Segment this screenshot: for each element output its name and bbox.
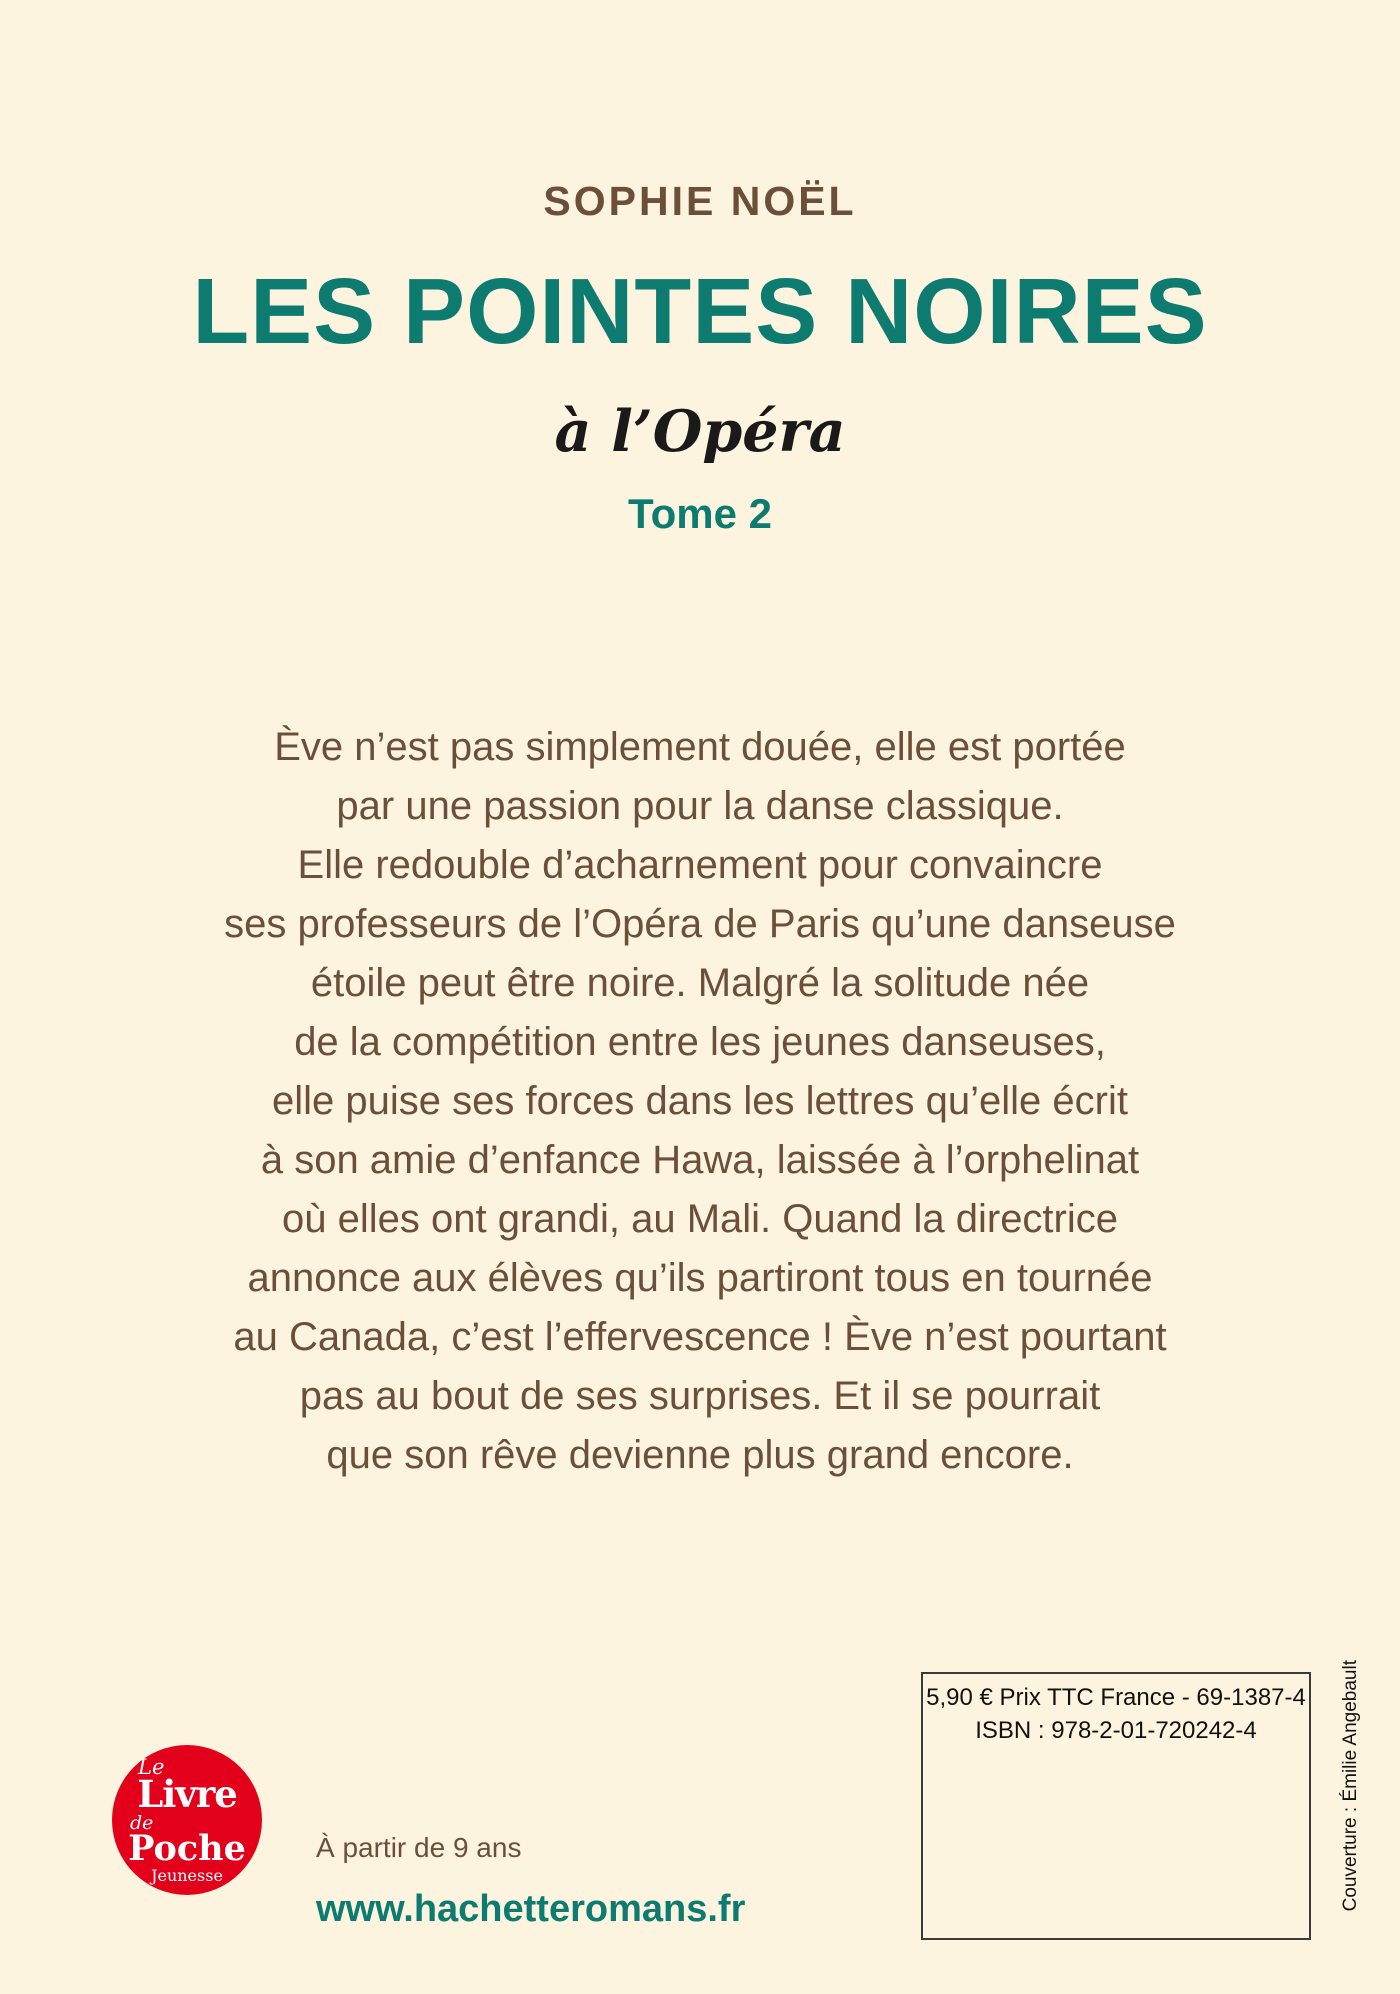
blurb-line: pas au bout de ses surprises. Et il se pourrait [299,1374,1101,1418]
blurb-line: que son rêve devienne plus grand encore. [326,1433,1074,1477]
blurb-line: Ève n’est pas simplement douée, elle est portée [274,725,1126,769]
publisher-logo [112,1745,262,1895]
cover-credit-label: Couverture : Émilie Angebault [1340,1660,1361,1912]
blurb-line: où elles ont grandi, au Mali. Quand la directrice [281,1197,1118,1241]
blurb-line: au Canada, c’est l’effervescence ! Ève n’est pourtant [233,1315,1167,1359]
publisher-logo-line-de: de [130,1811,154,1834]
volume-label: Tome 2 [628,490,772,537]
book-title: LES POINTES NOIRES [192,259,1208,363]
blurb-line: étoile peut être noire. Malgré la solitude née [310,961,1090,1005]
blurb-line: elle puise ses forces dans les lettres qu’elle écrit [272,1079,1128,1123]
barcode-box [921,1672,1311,1940]
blurb-line: annonce aux élèves qu’ils partiront tous en tournée [247,1256,1153,1300]
blurb-text [100,718,1300,1485]
publisher-logo-line-poche: Poche [128,1827,246,1869]
age-range-label: À partir de 9 ans [316,1832,522,1863]
book-subtitle: à l’Opéra [554,398,846,465]
publisher-logo-line-le: Le [138,1754,165,1779]
blurb-line: de la compétition entre les jeunes danseuses, [294,1020,1106,1064]
publisher-logo-line-jeunesse: Jeunesse [151,1865,223,1885]
blurb-line: Elle redouble d’acharnement pour convaincre [297,843,1103,887]
blurb-line: par une passion pour la danse classique. [336,784,1064,828]
author-name: SOPHIE NOËL [543,178,857,224]
website-link[interactable]: www.hachetteromans.fr [316,1888,746,1930]
blurb-line: ses professeurs de l’Opéra de Paris qu’une danseuse [224,902,1176,946]
blurb-line: à son amie d’enfance Hawa, laissée à l’orphelinat [260,1138,1140,1182]
isbn-label: ISBN : 978-2-01-720242-4 [975,1717,1257,1744]
price-label: 5,90 € Prix TTC France - 69-1387-4 [926,1684,1306,1711]
publisher-logo-line-livre: Livre [137,1771,237,1816]
